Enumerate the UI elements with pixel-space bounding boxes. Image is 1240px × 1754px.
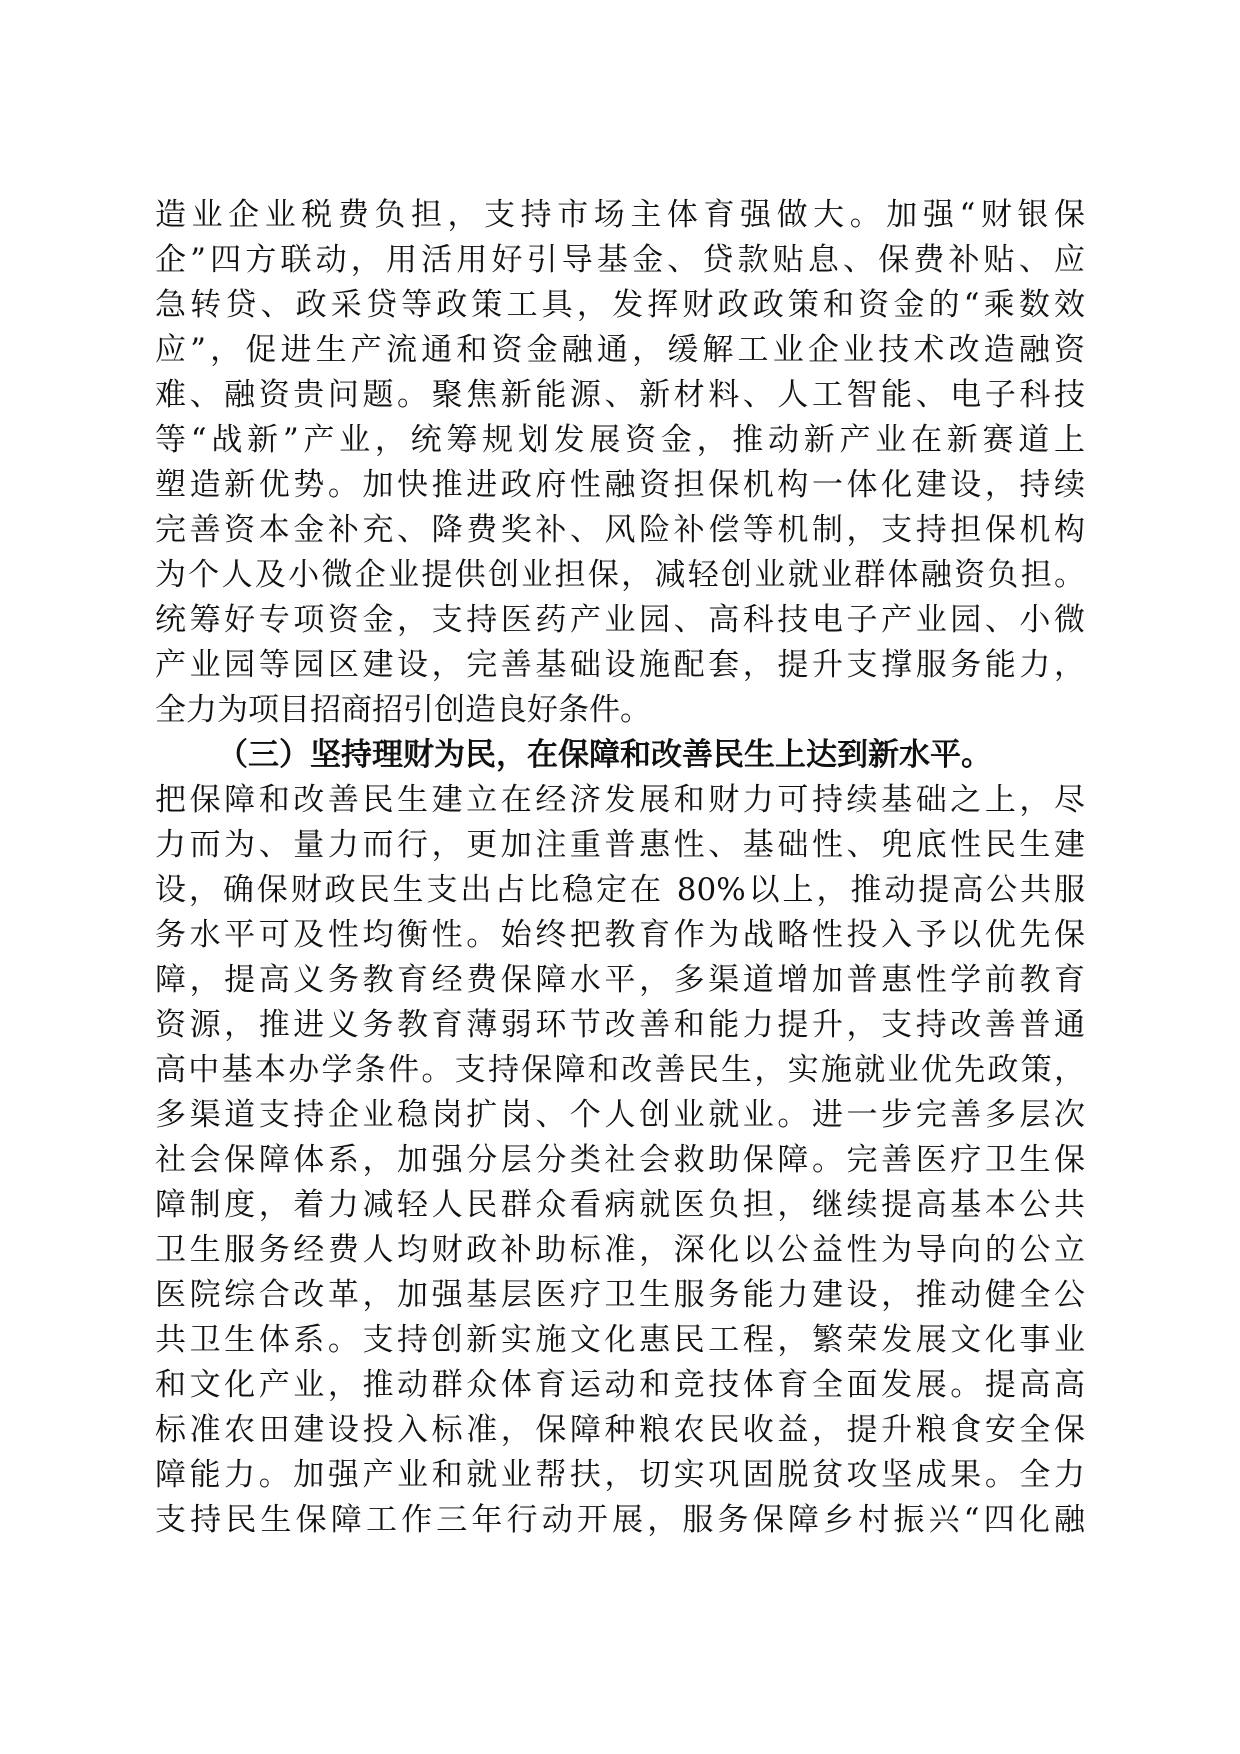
text-line: 资源，推进义务教育薄弱环节改善和能力提升，支持改善普通 bbox=[155, 1007, 1085, 1043]
text-line: 务水平可及性均衡性。始终把教育作为战略性投入予以优先保 bbox=[155, 917, 1085, 953]
text-line: 医院综合改革，加强基层医疗卫生服务能力建设，推动健全公 bbox=[155, 1277, 1085, 1313]
text-line: 塑造新优势。加快推进政府性融资担保机构一体化建设，持续 bbox=[155, 467, 1085, 503]
section-heading: （三）坚持理财为民，在保障和改善民生上达到新水平。 bbox=[217, 737, 992, 773]
text-line: 产业园等园区建设，完善基础设施配套，提升支撑服务能力， bbox=[155, 647, 1085, 683]
text-line: 标准农田建设投入标准，保障种粮农民收益，提升粮食安全保 bbox=[155, 1412, 1085, 1448]
text-line: 统筹好专项资金，支持医药产业园、高科技电子产业园、小微 bbox=[155, 602, 1085, 638]
text-line: 支持民生保障工作三年行动开展，服务保障乡村振兴“四化融 bbox=[155, 1502, 1085, 1538]
text-line: 力而为、量力而行，更加注重普惠性、基础性、兜底性民生建 bbox=[155, 827, 1085, 863]
text-line: 高中基本办学条件。支持保障和改善民生，实施就业优先政策， bbox=[155, 1052, 1085, 1088]
body-text bbox=[155, 193, 1085, 1543]
text-line: 障能力。加强产业和就业帮扶，切实巩固脱贫攻坚成果。全力 bbox=[155, 1457, 1085, 1493]
text-line: 共卫生体系。支持创新实施文化惠民工程，繁荣发展文化事业 bbox=[155, 1322, 1085, 1358]
text-line: 等“战新”产业，统筹规划发展资金，推动新产业在新赛道上 bbox=[155, 422, 1085, 458]
text-line: 为个人及小微企业提供创业担保，减轻创业就业群体融资负担。 bbox=[155, 557, 1085, 593]
text-line: 把保障和改善民生建立在经济发展和财力可持续基础之上，尽 bbox=[155, 782, 1085, 818]
text-line: 完善资本金补充、降费奖补、风险补偿等机制，支持担保机构 bbox=[155, 512, 1085, 548]
text-line: 多渠道支持企业稳岗扩岗、个人创业就业。进一步完善多层次 bbox=[155, 1097, 1085, 1133]
text-line: 卫生服务经费人均财政补助标准，深化以公益性为导向的公立 bbox=[155, 1232, 1085, 1268]
text-line: 急转贷、政采贷等政策工具，发挥财政政策和资金的“乘数效 bbox=[155, 287, 1085, 323]
text-line: 应”，促进生产流通和资金融通，缓解工业企业技术改造融资 bbox=[155, 332, 1085, 368]
text-line: 造业企业税费负担，支持市场主体育强做大。加强“财银保 bbox=[155, 197, 1085, 233]
text-line: 障，提高义务教育经费保障水平，多渠道增加普惠性学前教育 bbox=[155, 962, 1085, 998]
text-line: 和文化产业，推动群众体育运动和竞技体育全面发展。提高高 bbox=[155, 1367, 1085, 1403]
text-line: 社会保障体系，加强分层分类社会救助保障。完善医疗卫生保 bbox=[155, 1142, 1085, 1178]
text-line: 全力为项目招商招引创造良好条件。 bbox=[155, 692, 651, 728]
text-line: 障制度，着力减轻人民群众看病就医负担，继续提高基本公共 bbox=[155, 1187, 1085, 1223]
text-line: 难、融资贵问题。聚焦新能源、新材料、人工智能、电子科技 bbox=[155, 377, 1085, 413]
text-line: 企”四方联动，用活用好引导基金、贷款贴息、保费补贴、应 bbox=[155, 242, 1085, 278]
text-line: 设，确保财政民生支出占比稳定在 80%以上，推动提高公共服 bbox=[155, 872, 1085, 908]
